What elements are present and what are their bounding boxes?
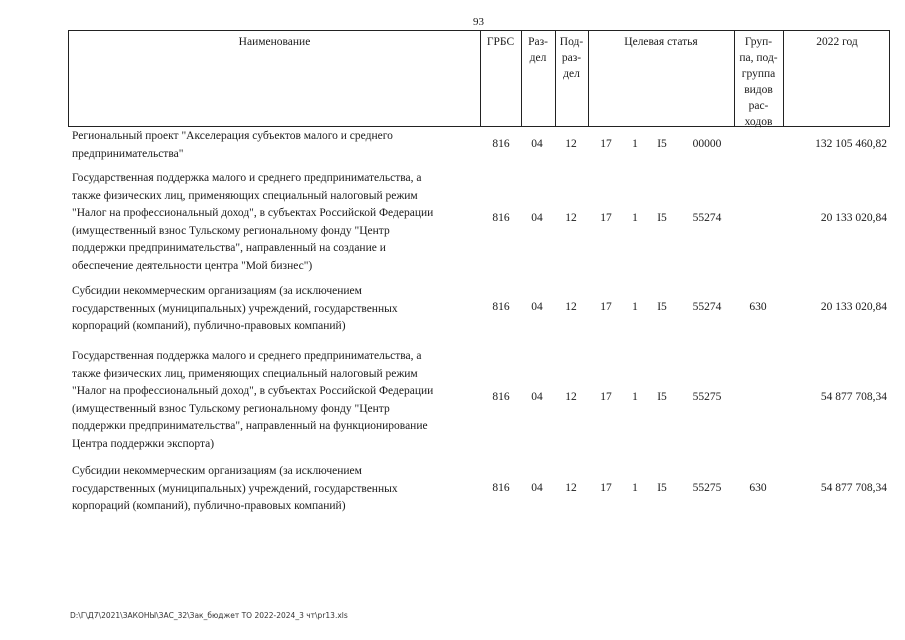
cell-target-1: 17 [600, 301, 612, 313]
cell-group: 630 [749, 482, 767, 494]
cell-grbs: 816 [492, 482, 510, 494]
row-name: Субсидии некоммерческим организациям (за исключением государственных (муниципальных) учреждений, государственных корпораций (компаний), публично-правовых компаний) [72, 285, 398, 332]
row-name: Государственная поддержка малого и среднего предпринимательства, а также физических лиц, применяющих специальный налоговый режим "Налог на профессиональный доход", в субъектах Российской Федерации (имущественный взнос Тульскому региональному фонду "Центр поддержки предпринимательства", направленный на функционирование Центра поддержки экспорта) [72, 350, 434, 450]
cell-target-4: 55275 [692, 391, 722, 403]
cell-razdel: 04 [531, 391, 543, 403]
row-name: Региональный проект "Акселерация субъектов малого и среднего предпринимательства" [72, 130, 393, 160]
table-header [68, 30, 890, 127]
header-name: Наименование [238, 36, 311, 48]
cell-target-3: I5 [657, 212, 667, 224]
row-name: Субсидии некоммерческим организациям (за исключением государственных (муниципальных) учреждений, государственных корпораций (компаний), публично-правовых компаний) [72, 465, 398, 512]
cell-target-3: I5 [657, 138, 667, 150]
cell-razdel: 04 [531, 212, 543, 224]
cell-amount: 54 877 708,34 [820, 391, 887, 403]
cell-amount: 54 877 708,34 [820, 482, 887, 494]
cell-podrazdel: 12 [565, 482, 577, 494]
cell-target-3: I5 [657, 482, 667, 494]
cell-target-2: 1 [632, 391, 638, 403]
cell-target-3: I5 [657, 301, 667, 313]
header-year: 2022 год [816, 36, 858, 48]
page-number: 93 [473, 16, 484, 28]
cell-razdel: 04 [531, 482, 543, 494]
cell-amount: 20 133 020,84 [820, 301, 887, 313]
cell-grbs: 816 [492, 301, 510, 313]
cell-target-2: 1 [632, 301, 638, 313]
cell-target-2: 1 [632, 482, 638, 494]
cell-razdel: 04 [531, 301, 543, 313]
cell-razdel: 04 [531, 138, 543, 150]
cell-podrazdel: 12 [565, 301, 577, 313]
header-target-article: Целевая статья [624, 36, 698, 48]
cell-target-1: 17 [600, 391, 612, 403]
cell-grbs: 816 [492, 212, 510, 224]
footer-file-path: D:\Г\Д7\2021\ЗАКОНЫ\ЗАС_32\Зак_бюджет ТО 2022-2024_3 чт\pr13.xls [70, 611, 348, 620]
cell-target-1: 17 [600, 482, 612, 494]
cell-group: 630 [749, 301, 767, 313]
cell-podrazdel: 12 [565, 138, 577, 150]
cell-target-2: 1 [632, 138, 638, 150]
cell-target-1: 17 [600, 138, 612, 150]
cell-target-4: 55274 [692, 212, 722, 224]
cell-amount: 20 133 020,84 [820, 212, 887, 224]
cell-target-4: 55274 [692, 301, 722, 313]
cell-amount: 132 105 460,82 [815, 138, 887, 150]
row-name: Государственная поддержка малого и среднего предпринимательства, а также физических лиц, применяющих специальный налоговый режим "Налог на профессиональный доход", в субъектах Российской Федерации (имущественный взнос Тульскому региональному фонду "Центр поддержки предпринимательства", направленный на создание и обеспечение деятельности центра "Мой бизнес") [72, 172, 434, 272]
cell-podrazdel: 12 [565, 391, 577, 403]
header-podrazdel: Под- раз- дел [559, 36, 584, 80]
cell-grbs: 816 [492, 391, 510, 403]
header-razdel: Раз- дел [528, 36, 548, 64]
cell-target-3: I5 [657, 391, 667, 403]
cell-target-2: 1 [632, 212, 638, 224]
cell-target-1: 17 [600, 212, 612, 224]
cell-grbs: 816 [492, 138, 510, 150]
header-grbs: ГРБС [486, 36, 515, 48]
cell-podrazdel: 12 [565, 212, 577, 224]
cell-target-4: 00000 [692, 138, 722, 150]
cell-target-4: 55275 [692, 482, 722, 494]
header-expense-group: Груп- па, под- группа видов рас- ходов [739, 36, 778, 128]
